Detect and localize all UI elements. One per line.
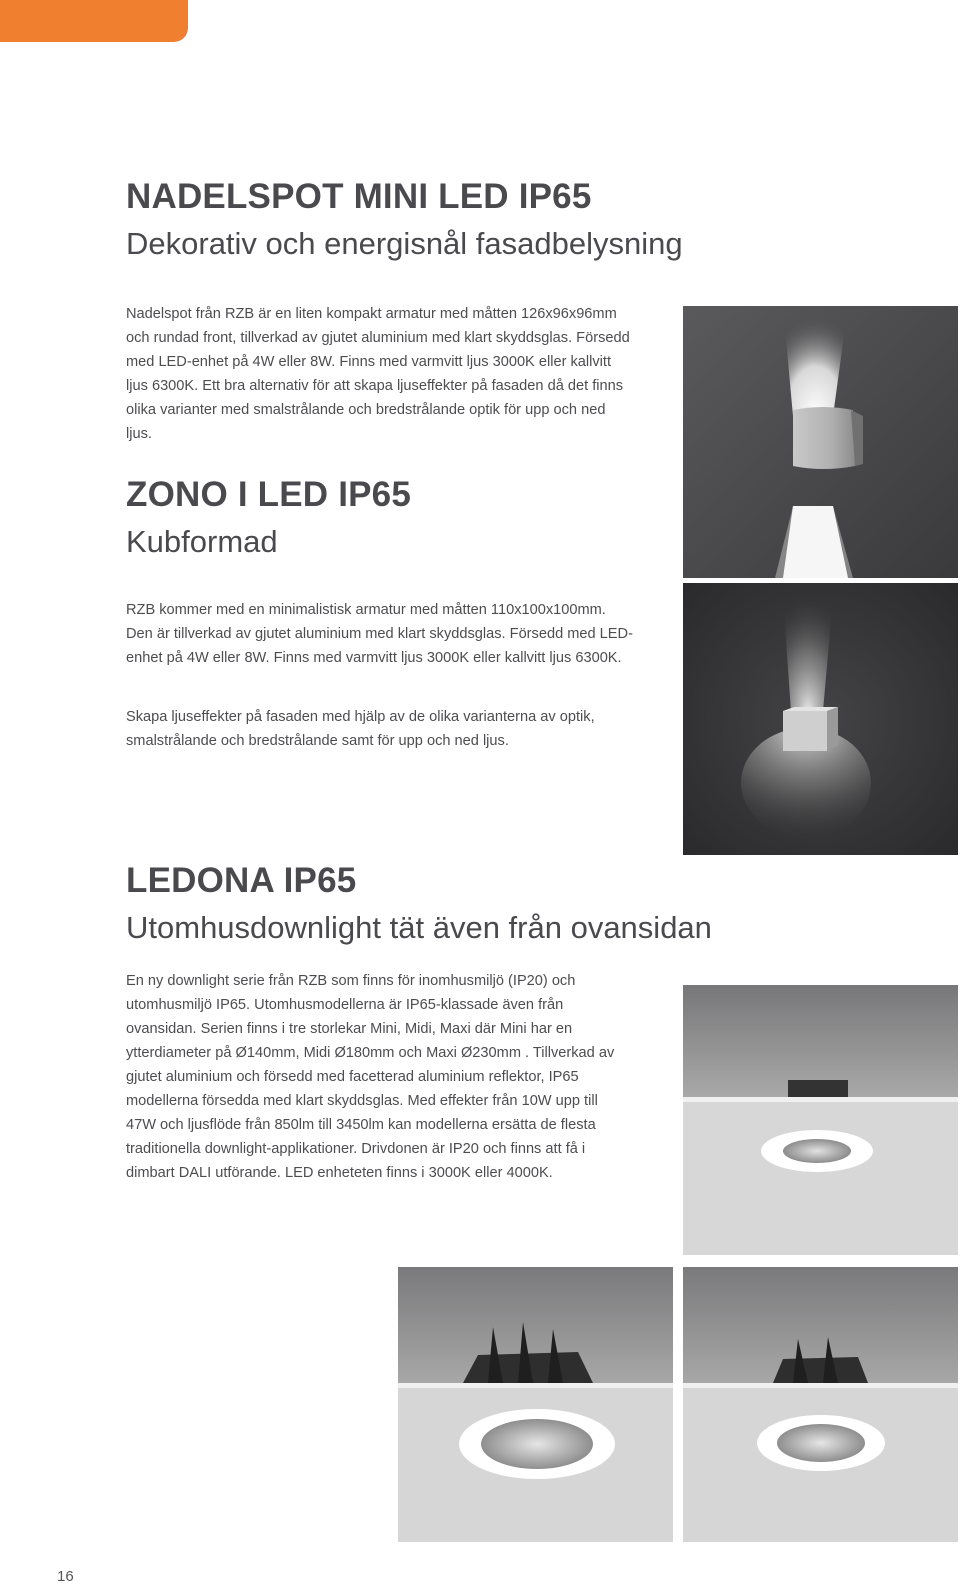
nadelspot-photo (683, 306, 958, 578)
section-body: En ny downlight serie från RZB som finns för inomhusmiljö (IP20) och utomhusmiljö IP65. Utomhusmodellerna är IP65-klassade även från ovansidan. Serien finns i tre storlekar Mini, Midi, Maxi där Mini har en ytterdiameter på Ø140mm, Midi Ø180mm och Maxi Ø230mm . Tillverkad av gjutet aluminium och försedd med facetterad aluminium reflektor, IP65 modellerna försedda med klart skyddsglas. Med effekter från 10W upp till 47W och ljusflöde från 850lm till 3450lm kan modellerna ersätta de flesta traditionella downlight-applikationer. Drivdonen är IP20 och finns att få i dimbart DALI utförande. LED enheteten finns i 3000K eller 4000K. (126, 973, 615, 1181)
section-subtitle: Utomhusdownlight tät även från ovansidan (126, 910, 712, 945)
ledona-mini-photo (683, 985, 958, 1255)
ledona-midi-photo (683, 1267, 958, 1542)
section-body: Nadelspot från RZB är en liten kompakt armatur med måtten 126x96x96mm och rundad front, tillverkad av gjutet aluminium med klart skyddsglas. Försedd med LED-enhet på 4W eller 8W. Finns med varmvitt ljus 3000K eller kallvitt ljus 6300K. Ett bra alternativ för att skapa ljuseffekter på fasaden då det finns olika varianter med smalstrålande och bredstrålande optik för upp och ned ljus. (126, 306, 630, 442)
section-ledona (126, 860, 712, 948)
section-subtitle: Kubformad (126, 524, 278, 559)
zono-photo (683, 583, 958, 855)
section-title: ZONO I LED IP65 (126, 475, 411, 514)
section-body: RZB kommer med en minimalistisk armatur med måtten 110x100x100mm. Den är tillverkad av gjutet aluminium med klart skyddsglas. Försedd med LED-enhet på 4W eller 8W. Finns med varmvitt ljus 3000K eller kallvitt ljus 6300K. (126, 602, 633, 666)
section-subtitle: Dekorativ och energisnål fasadbelysning (126, 226, 683, 261)
section-nadelspot (126, 176, 683, 264)
page-number: 16 (57, 1568, 74, 1585)
section-body: Skapa ljuseffekter på fasaden med hjälp av de olika varianterna av optik, smalstrålande och bredstrålande samt för upp och ned ljus. (126, 709, 595, 749)
section-zono (126, 474, 411, 562)
ledona-maxi-photo (398, 1267, 673, 1542)
chapter-tab (0, 0, 188, 42)
section-title: NADELSPOT MINI LED IP65 (126, 177, 592, 216)
section-title: LEDONA IP65 (126, 861, 357, 900)
